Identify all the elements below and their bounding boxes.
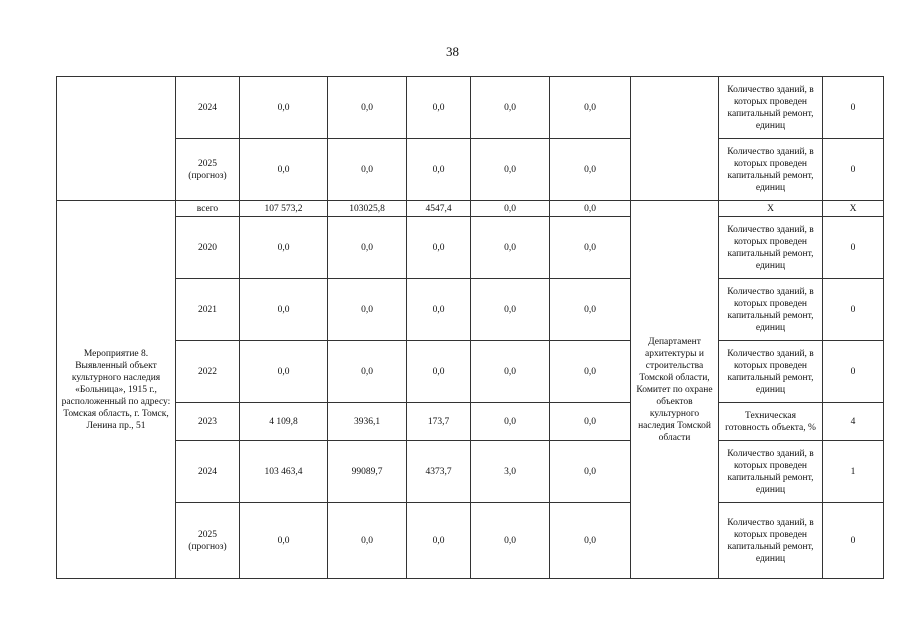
year-cell: 2024: [176, 441, 240, 503]
value-cell: 0,0: [240, 503, 328, 579]
value-cell: 0,0: [471, 341, 550, 403]
table-row: [57, 139, 884, 201]
indicator-value-cell: 0: [823, 77, 884, 139]
value-cell: 0,0: [240, 217, 328, 279]
value-cell: 0,0: [407, 503, 471, 579]
table-row: [57, 403, 884, 441]
value-cell: 0,0: [328, 341, 407, 403]
value-cell: 0,0: [471, 279, 550, 341]
responsible-cell: Департамент архитектуры и строительства Томской области, Комитет по охране объектов культурного наследия Томской области: [631, 201, 719, 579]
value-cell: 107 573,2: [240, 201, 328, 217]
indicator-value-cell: 0: [823, 139, 884, 201]
empty-responsible-cell: [631, 77, 719, 201]
year-cell: 2025 (прогноз): [176, 139, 240, 201]
value-cell: 3936,1: [328, 403, 407, 441]
year-cell: 2023: [176, 403, 240, 441]
value-cell: 0,0: [471, 139, 550, 201]
indicator-value-cell: 0: [823, 341, 884, 403]
year-cell: 2022: [176, 341, 240, 403]
value-cell: 3,0: [471, 441, 550, 503]
value-cell: 0,0: [471, 503, 550, 579]
value-cell: 0,0: [407, 279, 471, 341]
value-cell: 4 109,8: [240, 403, 328, 441]
empty-event-cell: [57, 77, 176, 201]
indicator-cell: Техническая готовность объекта, %: [719, 403, 823, 441]
value-cell: 0,0: [550, 77, 631, 139]
event-title-cell: Мероприятие 8. Выявленный объект культурного наследия «Больница», 1915 г., расположенный по адресу: Томская область, г. Томск, Ленина пр., 51: [57, 201, 176, 579]
value-cell: 0,0: [550, 217, 631, 279]
year-cell: всего: [176, 201, 240, 217]
table-row: [57, 503, 884, 579]
value-cell: 0,0: [550, 279, 631, 341]
value-cell: 0,0: [550, 503, 631, 579]
value-cell: 0,0: [407, 217, 471, 279]
table-row: [57, 441, 884, 503]
indicator-value-cell: X: [823, 201, 884, 217]
indicator-cell: Количество зданий, в которых проведен капитальный ремонт, единиц: [719, 279, 823, 341]
value-cell: 0,0: [240, 77, 328, 139]
indicator-cell: Количество зданий, в которых проведен капитальный ремонт, единиц: [719, 341, 823, 403]
value-cell: 0,0: [240, 341, 328, 403]
value-cell: 0,0: [407, 139, 471, 201]
value-cell: 0,0: [407, 77, 471, 139]
indicator-cell: X: [719, 201, 823, 217]
value-cell: 0,0: [471, 77, 550, 139]
value-cell: 103 463,4: [240, 441, 328, 503]
value-cell: 173,7: [407, 403, 471, 441]
value-cell: 0,0: [240, 139, 328, 201]
value-cell: 0,0: [550, 441, 631, 503]
value-cell: 0,0: [471, 201, 550, 217]
indicator-cell: Количество зданий, в которых проведен капитальный ремонт, единиц: [719, 217, 823, 279]
indicator-cell: Количество зданий, в которых проведен капитальный ремонт, единиц: [719, 77, 823, 139]
value-cell: 0,0: [550, 139, 631, 201]
value-cell: 0,0: [471, 403, 550, 441]
value-cell: 0,0: [328, 139, 407, 201]
value-cell: 0,0: [240, 279, 328, 341]
value-cell: 4547,4: [407, 201, 471, 217]
year-cell: 2024: [176, 77, 240, 139]
page-number: 38: [446, 44, 459, 59]
indicator-cell: Количество зданий, в которых проведен капитальный ремонт, единиц: [719, 139, 823, 201]
indicator-cell: Количество зданий, в которых проведен капитальный ремонт, единиц: [719, 503, 823, 579]
table-row: [57, 217, 884, 279]
value-cell: 0,0: [328, 77, 407, 139]
year-cell: 2025 (прогноз): [176, 503, 240, 579]
program-table: [56, 76, 884, 579]
year-cell: 2021: [176, 279, 240, 341]
table-row: [57, 279, 884, 341]
value-cell: 0,0: [328, 217, 407, 279]
indicator-value-cell: 0: [823, 279, 884, 341]
value-cell: 0,0: [328, 503, 407, 579]
value-cell: 0,0: [550, 201, 631, 217]
value-cell: 0,0: [328, 279, 407, 341]
indicator-value-cell: 1: [823, 441, 884, 503]
year-cell: 2020: [176, 217, 240, 279]
value-cell: 0,0: [407, 341, 471, 403]
table-row: [57, 341, 884, 403]
value-cell: 0,0: [550, 341, 631, 403]
indicator-value-cell: 0: [823, 503, 884, 579]
value-cell: 0,0: [471, 217, 550, 279]
indicator-value-cell: 4: [823, 403, 884, 441]
table-row: [57, 201, 884, 217]
value-cell: 0,0: [550, 403, 631, 441]
indicator-value-cell: 0: [823, 217, 884, 279]
value-cell: 103025,8: [328, 201, 407, 217]
value-cell: 99089,7: [328, 441, 407, 503]
value-cell: 4373,7: [407, 441, 471, 503]
table-row: [57, 77, 884, 139]
indicator-cell: Количество зданий, в которых проведен капитальный ремонт, единиц: [719, 441, 823, 503]
